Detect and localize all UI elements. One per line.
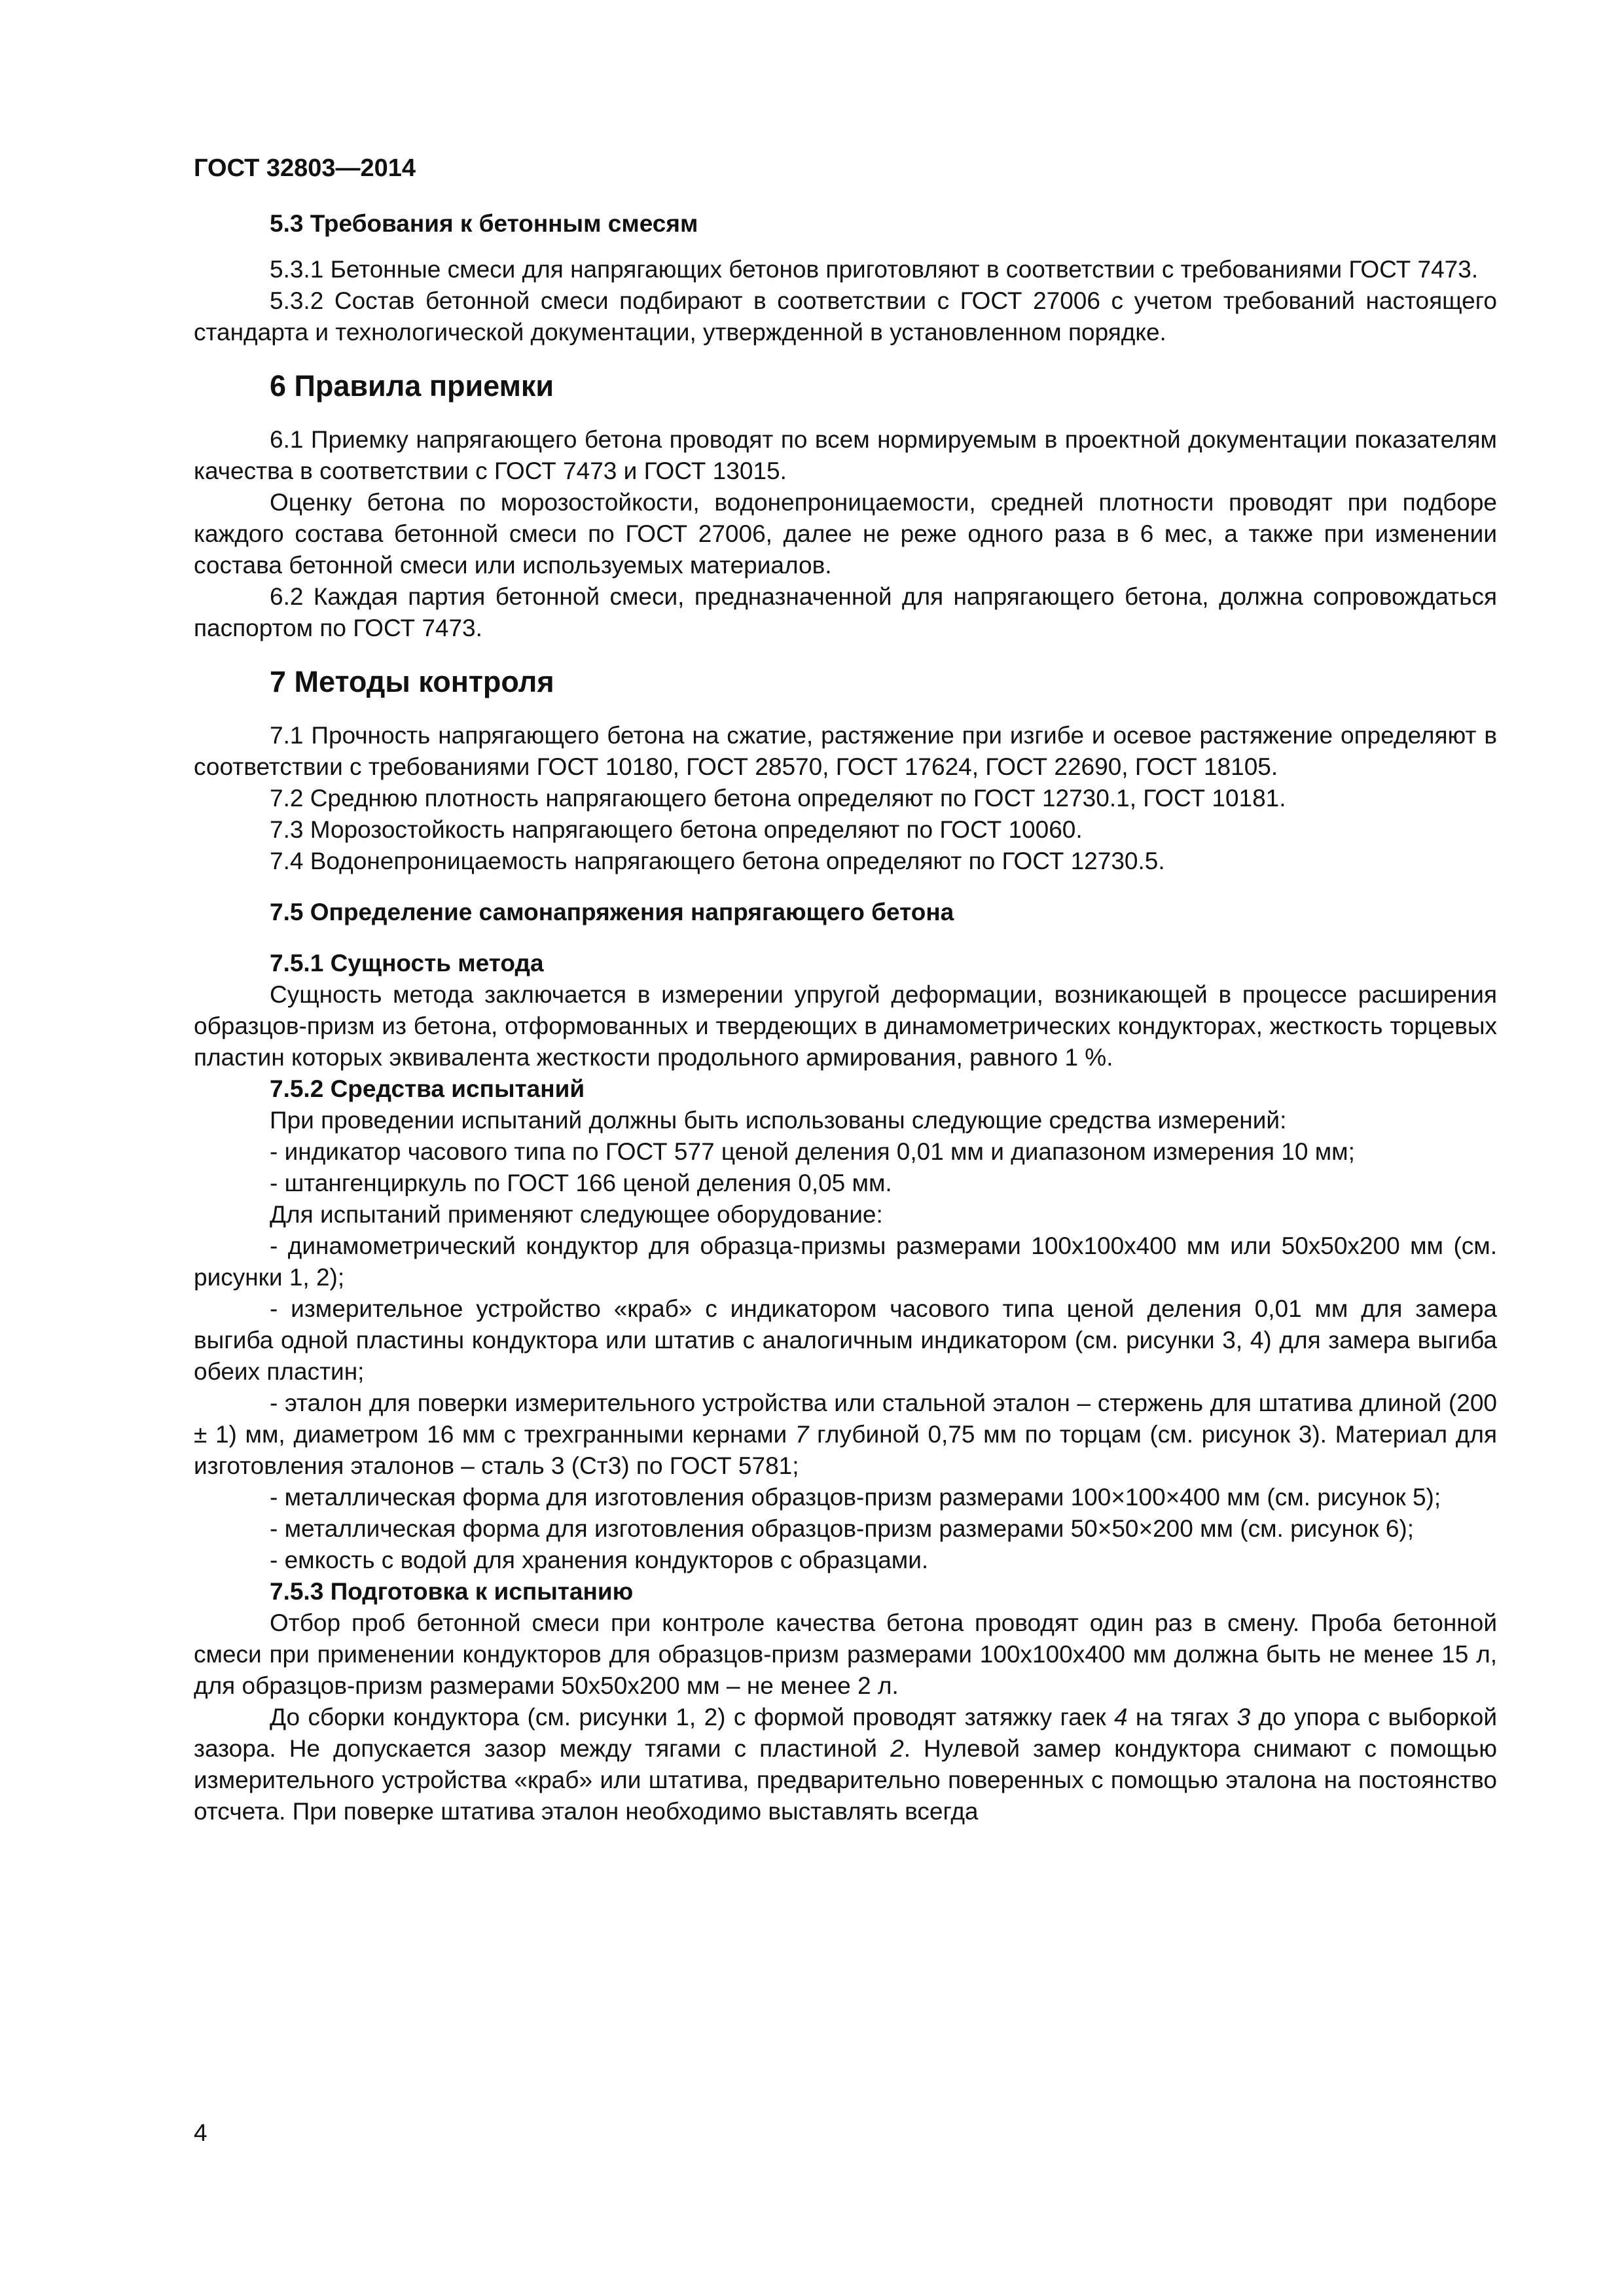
section-6-title: 6 Правила приемки <box>270 369 554 403</box>
list-item-conductor: - динамометрический кондуктор для образца-призмы размерами 100х100х400 мм или 50х50х200 мм (см. рисунки 1, 2); <box>194 1232 1497 1291</box>
text-span: глубиной 0,75 мм по торцам (см. рисунок 3). Материал для изготовления эталонов – сталь 3 (Ст3) по ГОСТ 5781; <box>194 1421 1497 1479</box>
text-span: на тягах <box>1127 1704 1237 1731</box>
list-item-water-tank: - емкость с водой для хранения кондукторов с образцами. <box>270 1547 929 1573</box>
paragraph-7-5-3-assembly <box>194 1702 1497 1827</box>
section-7-title: 7 Методы контроля <box>270 665 554 698</box>
paragraph-7-4: 7.4 Водонепроницаемость напрягающего бетона определяют по ГОСТ 12730.5. <box>270 848 1165 874</box>
list-item-form-50: - металлическая форма для изготовления образцов-призм размерами 50×50×200 мм (см. рисунок 6); <box>270 1515 1414 1542</box>
subsection-7-5-1-title: 7.5.1 Сущность метода <box>270 950 544 977</box>
section-7-5-title: 7.5 Определение самонапряжения напрягающего бетона <box>270 899 954 925</box>
subsection-7-5-2-title: 7.5.2 Средства испытаний <box>270 1075 585 1102</box>
paragraph-6-1-evaluation: Оценку бетона по морозостойкости, водонепроницаемости, средней плотности проводят при подборе каждого состава бетонной смеси по ГОСТ 27006, далее не реже одного раза в 6 мес, а также при изменении состава бетонной смеси или используемых материалов. <box>194 489 1497 579</box>
text-span: до упора с выборкой зазора. Не допускается зазор между тягами с пластиной <box>194 1704 1497 1762</box>
paragraph-7-5-1: Сущность метода заключается в измерении упругой деформации, возникающей в процессе расширения образцов-призм из бетона, отформованных и твердеющих в динамометрических кондукторах, жесткость торцевых пластин которых эквивалента жесткости продольного армирования, равного 1 %. <box>194 981 1497 1071</box>
document-header: ГОСТ 32803—2014 <box>194 154 416 182</box>
paragraph-5-3-1: 5.3.1 Бетонные смеси для напрягающих бетонов приготовляют в соответствии с требованиями ГОСТ 7473. <box>270 256 1479 283</box>
text-span: До сборки кондуктора (см. рисунки 1, 2) с формой проводят затяжку гаек <box>270 1704 1114 1731</box>
paragraph-7-3: 7.3 Морозостойкость напрягающего бетона определяют по ГОСТ 10060. <box>270 816 1083 843</box>
list-item-crab-device: - измерительное устройство «краб» с индикатором часового типа ценой деления 0,01 мм для замера выгиба одной пластины кондуктора или штатив с аналогичным индикатором (см. рисунки 3, 4) для замера выгиба обеих пластин; <box>194 1295 1497 1385</box>
paragraph-7-2: 7.2 Среднюю плотность напрягающего бетона определяют по ГОСТ 12730.1, ГОСТ 10181. <box>270 785 1286 812</box>
page-number: 4 <box>194 2119 208 2146</box>
list-item-caliper: - штангенциркуль по ГОСТ 166 ценой деления 0,05 мм. <box>270 1170 892 1196</box>
paragraph-7-5-3-sampling: Отбор проб бетонной смеси при контроле качества бетона проводят один раз в смену. Проба бетонной смеси при применении кондукторов для образцов-призм размерами 100х100х400 мм должна быть не менее 15 л, для образцов-призм размерами 50х50х200 мм – не менее 2 л. <box>194 1609 1497 1699</box>
document-body <box>194 208 1497 1827</box>
subsection-7-5-3-title: 7.5.3 Подготовка к испытанию <box>270 1578 634 1605</box>
paragraph-6-1: 6.1 Приемку напрягающего бетона проводят по всем нормируемым в проектной документации показателям качества в соответствии с ГОСТ 7473 и ГОСТ 13015. <box>194 426 1497 484</box>
paragraph-7-5-2-intro: При проведении испытаний должны быть использованы следующие средства измерений: <box>270 1107 1287 1134</box>
section-5-3-title: 5.3 Требования к бетонным смесям <box>270 210 698 237</box>
italic-ref: 3 <box>1236 1704 1251 1731</box>
paragraph-5-3-2: 5.3.2 Состав бетонной смеси подбирают в соответствии с ГОСТ 27006 с учетом требований настоящего стандарта и технологической документации, утвержденной в установленном порядке. <box>194 287 1497 346</box>
paragraph-equipment-intro: Для испытаний применяют следующее оборудование: <box>270 1201 883 1228</box>
paragraph-7-1: 7.1 Прочность напрягающего бетона на сжатие, растяжение при изгибе и осевое растяжение определяют в соответствии с требованиями ГОСТ 10180, ГОСТ 28570, ГОСТ 17624, ГОСТ 22690, ГОСТ 18105. <box>194 722 1497 780</box>
text-span: . Нулевой замер кондуктора снимают с помощью измерительного устройства «краб» или штатива, предварительно поверенных с помощью эталона на постоянство отсчета. При поверке штатива эталон необходимо выставлять всегда <box>194 1735 1497 1825</box>
paragraph-6-2: 6.2 Каждая партия бетонной смеси, предназначенной для напрягающего бетона, должна сопровождаться паспортом по ГОСТ 7473. <box>194 583 1497 641</box>
italic-ref: 4 <box>1113 1704 1128 1731</box>
list-item-form-100: - металлическая форма для изготовления образцов-призм размерами 100×100×400 мм (см. рисунок 5); <box>270 1484 1441 1511</box>
list-item-etalon <box>194 1388 1497 1482</box>
italic-ref: 2 <box>890 1735 904 1762</box>
italic-ref: 7 <box>795 1421 809 1448</box>
text-span: - эталон для поверки измерительного устройства или стальной эталон – стержень для штатива длиной (200 ± 1) мм, диаметром 16 мм с трехгранными кернами <box>194 1390 1497 1448</box>
list-item-indicator: - индикатор часового типа по ГОСТ 577 ценой деления 0,01 мм и диапазоном измерения 10 мм; <box>270 1138 1355 1165</box>
